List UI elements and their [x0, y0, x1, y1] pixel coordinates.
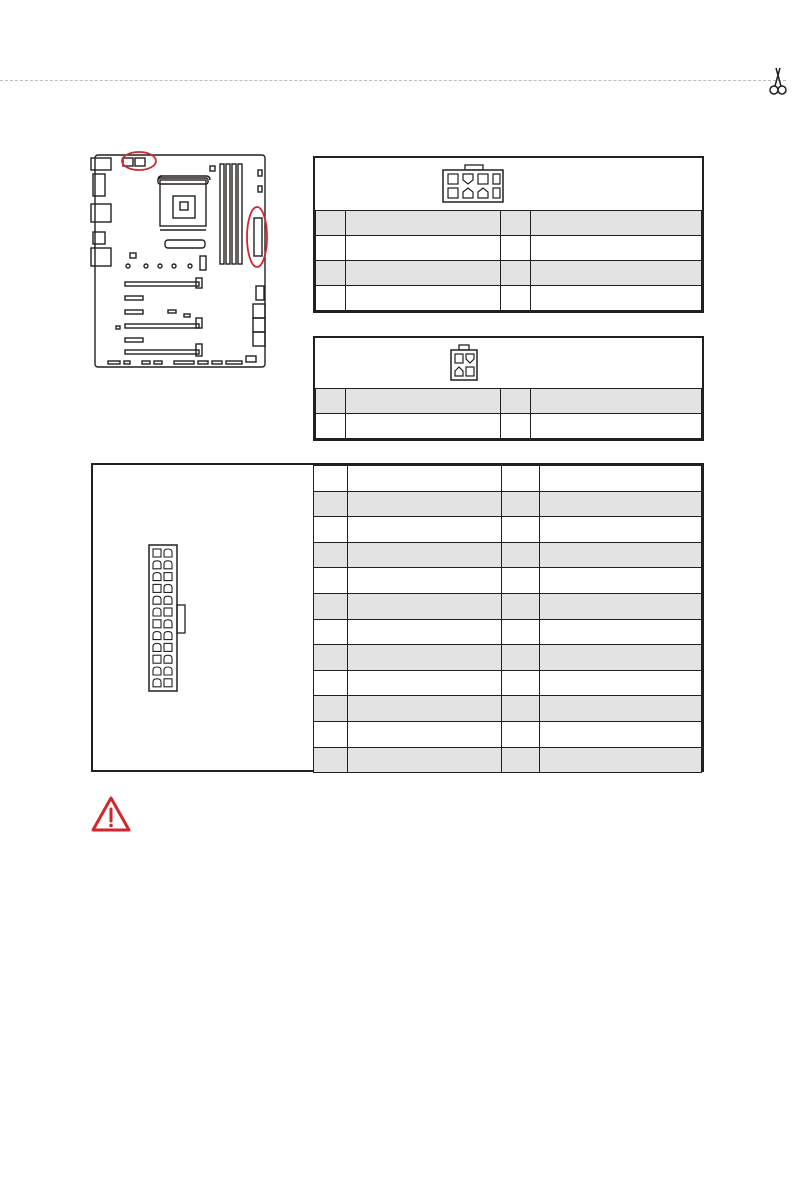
- atx-power-24pin-panel: [91, 463, 704, 772]
- atx-power-24pin-table: [313, 465, 702, 773]
- signal-name: [540, 517, 702, 543]
- signal-name: [348, 517, 502, 543]
- pin-number: [316, 236, 346, 261]
- signal-name: [346, 414, 501, 439]
- pin-number: [502, 747, 540, 773]
- table-row: [316, 211, 702, 236]
- pin-number: [314, 645, 348, 671]
- signal-name: [540, 593, 702, 619]
- signal-name: [348, 593, 502, 619]
- table-row: [314, 696, 702, 722]
- pin-number: [314, 670, 348, 696]
- cpu-power-4pin-panel: [313, 336, 704, 441]
- signal-name: [531, 211, 702, 236]
- signal-name: [531, 286, 702, 311]
- pin-number: [502, 517, 540, 543]
- signal-name: [540, 466, 702, 492]
- scissors-icon: [768, 66, 788, 96]
- signal-name: [531, 414, 702, 439]
- signal-name: [540, 542, 702, 568]
- cpu-power-4pin-table: [315, 388, 702, 439]
- warning-icon: [90, 795, 132, 833]
- table-row: [314, 491, 702, 517]
- table-row: [314, 645, 702, 671]
- signal-name: [531, 261, 702, 286]
- pin-number: [316, 211, 346, 236]
- pin-number: [502, 721, 540, 747]
- pin-number: [314, 593, 348, 619]
- table-row: [316, 389, 702, 414]
- signal-name: [346, 286, 501, 311]
- pin-number: [502, 645, 540, 671]
- 8pin-connector-icon: [441, 164, 505, 204]
- pin-number: [502, 696, 540, 722]
- signal-name: [540, 670, 702, 696]
- pin-number: [501, 261, 531, 286]
- pin-number: [316, 389, 346, 414]
- table-row: [314, 593, 702, 619]
- pin-number: [314, 696, 348, 722]
- 24pin-connector-icon: [147, 543, 189, 693]
- 4pin-connector-icon: [449, 344, 479, 382]
- motherboard-layout-icon: [90, 150, 270, 372]
- signal-name: [540, 568, 702, 594]
- cpu-power-8pin-panel: [313, 156, 704, 313]
- cut-line-dash: [0, 80, 786, 81]
- signal-name: [531, 236, 702, 261]
- table-row: [316, 236, 702, 261]
- pin-number: [502, 593, 540, 619]
- table-row: [314, 721, 702, 747]
- signal-name: [540, 721, 702, 747]
- pin-number: [501, 414, 531, 439]
- signal-name: [531, 389, 702, 414]
- pin-number: [314, 721, 348, 747]
- cut-line: [0, 80, 794, 81]
- pin-number: [314, 517, 348, 543]
- table-row: [316, 286, 702, 311]
- pin-number: [314, 542, 348, 568]
- signal-name: [346, 389, 501, 414]
- pin-number: [314, 619, 348, 645]
- pin-number: [314, 747, 348, 773]
- signal-name: [540, 619, 702, 645]
- signal-name: [346, 261, 501, 286]
- signal-name: [348, 747, 502, 773]
- signal-name: [348, 721, 502, 747]
- signal-name: [348, 466, 502, 492]
- pin-number: [501, 389, 531, 414]
- signal-name: [348, 568, 502, 594]
- table-row: [316, 414, 702, 439]
- signal-name: [540, 747, 702, 773]
- signal-name: [540, 696, 702, 722]
- table-row: [314, 466, 702, 492]
- pin-number: [314, 466, 348, 492]
- signal-name: [348, 645, 502, 671]
- signal-name: [348, 619, 502, 645]
- signal-name: [348, 491, 502, 517]
- pin-number: [502, 670, 540, 696]
- pin-number: [314, 491, 348, 517]
- table-row: [316, 261, 702, 286]
- signal-name: [348, 670, 502, 696]
- pin-number: [502, 619, 540, 645]
- pin-number: [502, 568, 540, 594]
- signal-name: [540, 645, 702, 671]
- cpu-power-8pin-table: [315, 210, 702, 311]
- table-row: [314, 542, 702, 568]
- pin-number: [501, 236, 531, 261]
- table-row: [314, 568, 702, 594]
- signal-name: [540, 491, 702, 517]
- table-row: [314, 517, 702, 543]
- pin-number: [502, 542, 540, 568]
- signal-name: [348, 542, 502, 568]
- table-row: [314, 670, 702, 696]
- pin-number: [501, 286, 531, 311]
- pin-number: [316, 261, 346, 286]
- pin-number: [314, 568, 348, 594]
- pin-number: [502, 466, 540, 492]
- table-row: [314, 747, 702, 773]
- table-row: [314, 619, 702, 645]
- pin-number: [502, 491, 540, 517]
- signal-name: [346, 211, 501, 236]
- signal-name: [348, 696, 502, 722]
- pin-number: [316, 414, 346, 439]
- pin-number: [316, 286, 346, 311]
- pin-number: [501, 211, 531, 236]
- signal-name: [346, 236, 501, 261]
